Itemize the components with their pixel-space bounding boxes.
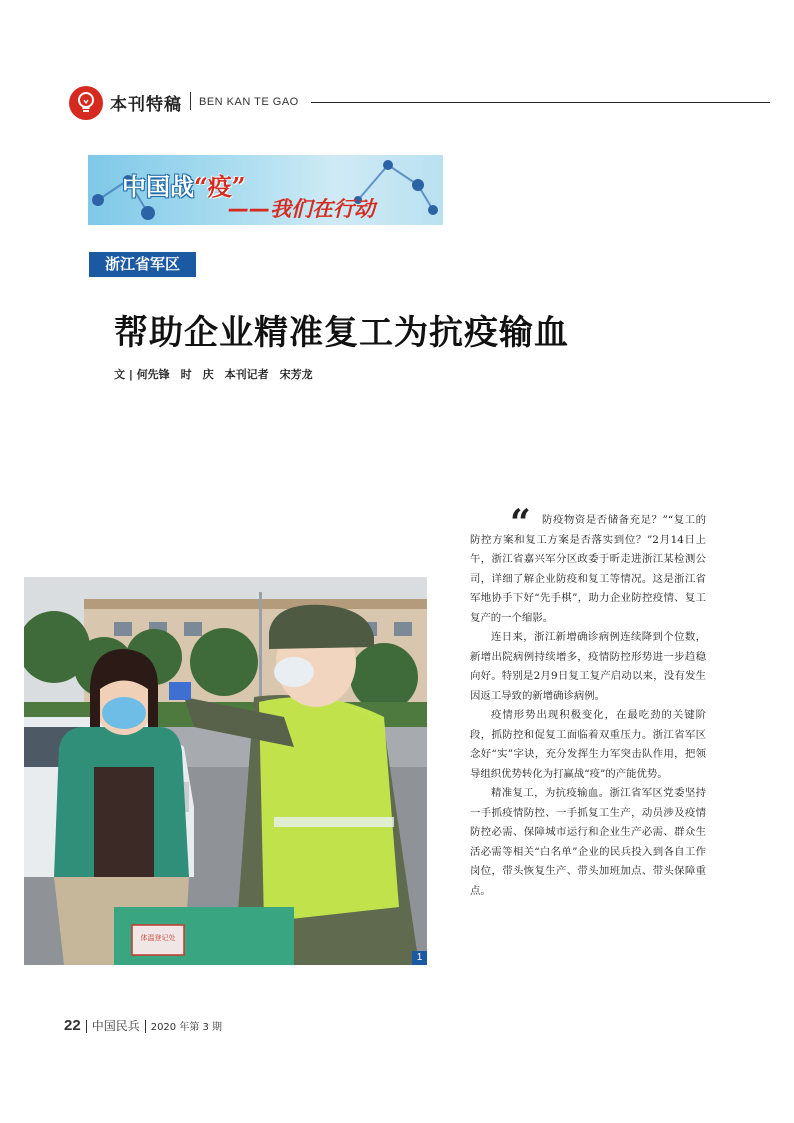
paragraph: 精准复工，为抗疫输血。浙江省军区党委坚持一手抓疫情防控、一手抓复工生产，动员涉及疫情防控必需、保障城市运行和企业生产必需、群众生活必需等相关“白名单”企业的民兵投入到各自工作岗位，带头恢复生产、带头加班加点、带头保障重点。 [470,787,706,897]
page-number: 22 [64,1017,81,1034]
article-photo [24,577,427,965]
article-title: 帮助企业精准复工为抗疫输血 [114,313,569,353]
header-divider [190,92,191,110]
photo-sign-text: 体温登记处 [140,934,176,942]
banner-line-2: ——我们在行动 [228,197,375,221]
campaign-banner [88,155,443,225]
lightbulb-icon [69,86,103,120]
page-footer [64,1017,222,1034]
photo-number: 1 [412,951,427,965]
paragraph: 连日来，浙江新增确诊病例连续降到个位数，新增出院病例持续增多，疫情防控形势进一步趋稳向好。特别是2月9日复工复产启动以来，没有发生因返工导致的新增确诊病例。 [470,631,706,702]
banner-line-1: 中国战“疫” [122,172,246,201]
section-tag: 浙江省军区 [89,252,196,277]
magazine-name: 中国民兵 [91,1019,140,1033]
column-subtitle: BEN KAN TE GAO [199,96,299,108]
byline: 文 | 何先锋 时 庆 本刊记者 宋芳龙 [114,368,313,381]
column-title: 本刊特稿 [110,95,182,115]
paragraph: 疫情形势出现积极变化，在最吃劲的关键阶段，抓防控和促复工面临着双重压力。浙江省军区念好“实”字诀，充分发挥生力军突击队作用，把领导组织优势转化为打赢战“疫”的产能优势。 [470,709,706,780]
article-body [470,511,706,901]
header-rule [311,102,770,103]
issue-label: 2020 年第 3 期 [150,1022,223,1033]
paragraph: 防疫物资是否储备充足？”“复工的防控方案和复工方案是否落实到位？”2月14日上午，浙江省嘉兴军分区政委于昕走进浙江某检测公司，详细了解企业防疫和复工等情况。这是浙江省军地协手下好“先手棋”，助力企业防控疫情、复工复产的一个缩影。 [470,514,706,624]
opening-quote-mark: “ [510,502,531,544]
